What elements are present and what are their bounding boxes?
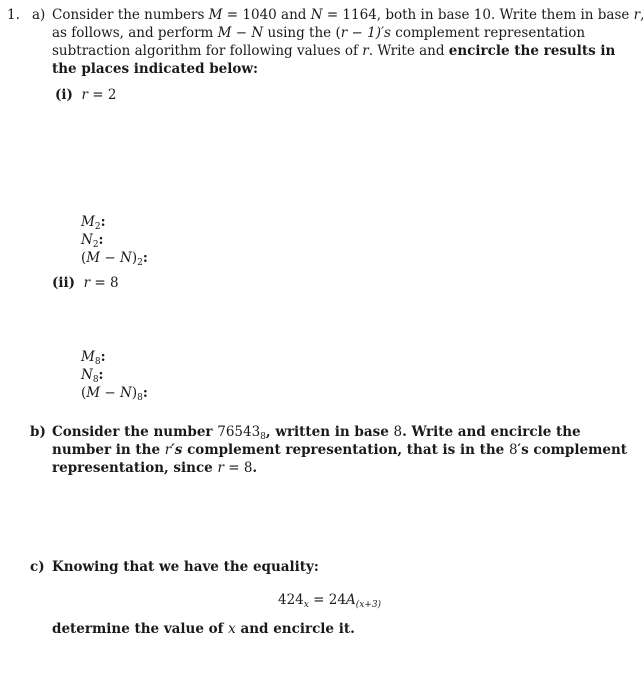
sub-part-i-eq: = 2 bbox=[87, 87, 117, 103]
part-b-label: b) bbox=[30, 424, 46, 440]
subscript: 8 bbox=[137, 393, 143, 403]
var-r: r bbox=[83, 275, 91, 291]
colon: : bbox=[100, 349, 106, 365]
part-b-line-2-post: ′s complement bbox=[517, 442, 627, 458]
colon: : bbox=[98, 232, 104, 248]
equality bbox=[278, 591, 381, 609]
part-b-line-2-pre: number in the bbox=[52, 442, 165, 458]
var-M: M bbox=[208, 7, 223, 23]
part-a-label: a) bbox=[32, 7, 46, 23]
part-a-line-1 bbox=[52, 6, 644, 24]
sub-part-i-label: (i) bbox=[55, 87, 73, 103]
eq-mid: = 24 bbox=[308, 592, 346, 608]
part-b-line-1-post: . Write and encircle the bbox=[402, 424, 581, 440]
answer-label-N2 bbox=[81, 231, 104, 249]
sub-part-ii-eq: = 8 bbox=[90, 275, 119, 291]
part-a-line-2-post: complement representation bbox=[390, 25, 586, 41]
colon: : bbox=[142, 385, 148, 401]
part-c-label: c) bbox=[30, 559, 45, 575]
var-N: N bbox=[120, 385, 132, 401]
base-value: 8 bbox=[393, 424, 403, 440]
var-r: r bbox=[217, 460, 224, 476]
part-b-line-1 bbox=[52, 423, 581, 441]
var-N: N bbox=[81, 232, 93, 248]
paren-close: ) bbox=[131, 250, 138, 266]
var-N: N bbox=[310, 7, 323, 23]
part-a-line-2-pre: as follows, and perform bbox=[52, 25, 218, 41]
part-b-line-3 bbox=[52, 459, 257, 477]
part-a-line-3-bold: encircle the results in bbox=[448, 43, 616, 59]
part-a-M-value: = 1040 and bbox=[222, 7, 311, 23]
part-b-line-1-pre: Consider the number bbox=[52, 424, 218, 440]
var-r: r bbox=[81, 87, 88, 103]
part-b-line-2-mid: complement representation, that is in the bbox=[182, 442, 509, 458]
part-a-line-3 bbox=[52, 42, 615, 60]
subscript: (x+3) bbox=[355, 600, 382, 610]
var-r: r bbox=[340, 25, 348, 41]
var-M: M bbox=[86, 250, 101, 266]
var-r: r bbox=[633, 7, 641, 23]
eq-value: = 8 bbox=[223, 460, 253, 476]
minus-sign: − bbox=[100, 385, 121, 401]
part-a-line-1-end bbox=[640, 7, 644, 23]
sub-part-ii-label: (ii) bbox=[52, 275, 76, 291]
part-a-line-4: the places indicated below: bbox=[52, 61, 258, 77]
part-a-line-1-text: Consider the numbers bbox=[52, 7, 209, 23]
minus-sign: − bbox=[231, 25, 252, 41]
sub-part-i bbox=[55, 86, 116, 104]
answer-label-N8 bbox=[81, 366, 104, 384]
answer-label-M8 bbox=[81, 348, 106, 366]
colon: : bbox=[100, 214, 106, 230]
minus-sign: − bbox=[100, 250, 121, 266]
subscript: 8 bbox=[260, 432, 266, 442]
var-M: M bbox=[217, 25, 232, 41]
part-c-line-1: Knowing that we have the equality: bbox=[52, 559, 319, 575]
eight-value: 8 bbox=[508, 442, 518, 458]
subscript: 8 bbox=[94, 357, 101, 367]
var-r: r bbox=[362, 43, 369, 59]
var-N: N bbox=[251, 25, 264, 41]
octal-number: 76543 bbox=[217, 424, 261, 440]
period: . bbox=[252, 460, 258, 476]
colon: : bbox=[142, 250, 148, 266]
part-b-line-3-pre: representation, since bbox=[52, 460, 218, 476]
paren-open: ( bbox=[81, 385, 87, 401]
eq-left-number: 424 bbox=[278, 592, 304, 608]
part-b-line-2 bbox=[52, 441, 627, 459]
part-a-N-value: = 1164, both in base 10. Write them in base bbox=[322, 7, 634, 23]
var-A: A bbox=[345, 592, 356, 608]
colon: : bbox=[98, 367, 104, 383]
var-M: M bbox=[86, 385, 101, 401]
problem-number: 1. bbox=[7, 7, 20, 23]
subscript: 2 bbox=[94, 222, 101, 232]
answer-label-diff2 bbox=[81, 249, 148, 267]
paren-open: ( bbox=[335, 25, 341, 41]
part-a-line-2 bbox=[52, 24, 585, 42]
var-M: M bbox=[81, 349, 95, 365]
var-N: N bbox=[81, 367, 93, 383]
subscript: 2 bbox=[137, 258, 143, 268]
var-N: N bbox=[120, 250, 132, 266]
part-c-line-2-pre: determine the value of bbox=[52, 621, 229, 637]
var-x: x bbox=[228, 621, 236, 637]
part-a-line-2-mid: using the bbox=[263, 25, 336, 41]
part-b-line-1-mid: , written in base bbox=[265, 424, 394, 440]
subscript: 2 bbox=[92, 240, 99, 250]
answer-label-diff8 bbox=[81, 384, 148, 402]
subscript: x bbox=[303, 600, 309, 610]
var-M: M bbox=[81, 214, 95, 230]
part-c-line-2 bbox=[52, 620, 355, 638]
paren-close: ) bbox=[131, 385, 138, 401]
part-a-line-3-pre: subtraction algorithm for following values of bbox=[52, 43, 363, 59]
paren-open: ( bbox=[81, 250, 87, 266]
complement-suffix: − 1)′s bbox=[347, 25, 391, 41]
sub-part-ii bbox=[52, 274, 119, 292]
subscript: 8 bbox=[92, 375, 99, 385]
part-a-line-3-mid: . Write and bbox=[368, 43, 449, 59]
prime-suffix: ′s bbox=[171, 442, 183, 458]
var-r: r bbox=[164, 442, 172, 458]
part-c-line-2-post: and encircle it. bbox=[235, 621, 355, 637]
answer-label-M2 bbox=[81, 213, 106, 231]
